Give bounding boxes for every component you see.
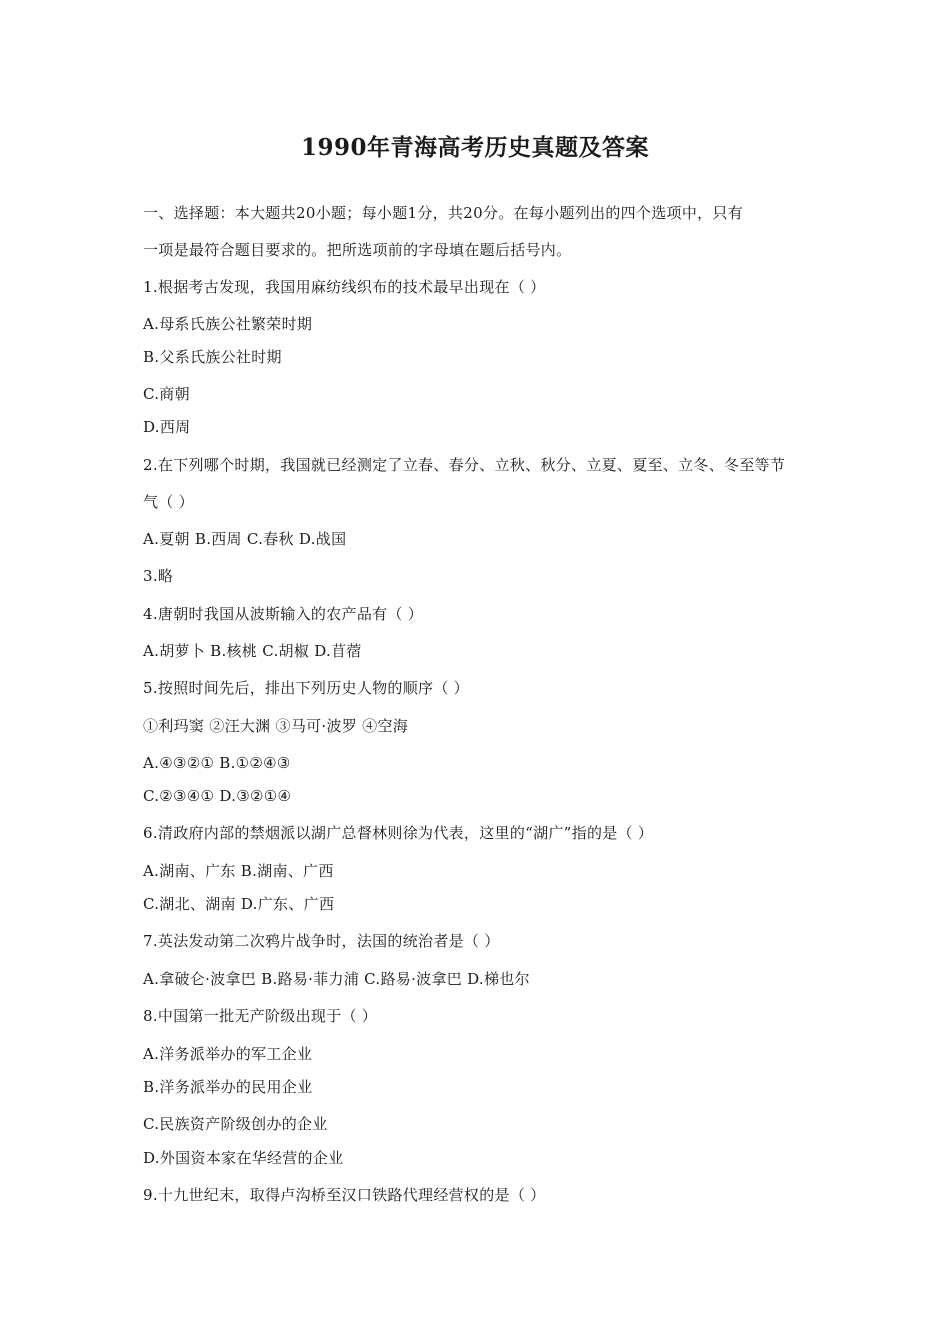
question-8-option-d: D.外国资本家在华经营的企业 — [143, 1149, 344, 1167]
question-2: 2.在下列哪个时期，我国就已经测定了立春、春分、立秋、秋分、立夏、夏至、立冬、冬至等节 — [143, 456, 786, 474]
question-9: 9.十九世纪末，取得卢沟桥至汉口铁路代理经营权的是（ ） — [143, 1186, 546, 1204]
question-4: 4.唐朝时我国从波斯输入的农产品有（ ） — [143, 605, 424, 623]
question-1-option-d: D.西周 — [143, 418, 191, 436]
question-1-option-a: A.母系氏族公社繁荣时期 — [143, 315, 313, 333]
question-8-option-c: C.民族资产阶级创办的企业 — [143, 1115, 328, 1133]
question-1-option-c: C.商朝 — [143, 385, 190, 403]
question-8-option-a: A.洋务派举办的军工企业 — [143, 1045, 313, 1063]
instruction-line-1: 一、选择题：本大题共20小题；每小题1分，共20分。在每小题列出的四个选项中，只有 — [143, 204, 744, 222]
question-7: 7.英法发动第二次鸦片战争时，法国的统治者是（ ） — [143, 932, 500, 950]
question-6-options-ab: A.湖南、广东 B.湖南、广西 — [143, 862, 334, 880]
question-8-option-b: B.洋务派举办的民用企业 — [143, 1078, 313, 1096]
instruction-line-2: 一项是最符合题目要求的。把所选项前的字母填在题后括号内。 — [143, 241, 572, 259]
question-4-options: A.胡萝卜 B.核桃 C.胡椒 D.苜蓿 — [143, 642, 362, 660]
question-5-items: ①利玛窦 ②汪大渊 ③马可·波罗 ④空海 — [143, 717, 409, 735]
question-2-continued: 气（ ） — [143, 493, 194, 511]
question-6-options-cd: C.湖北、湖南 D.广东、广西 — [143, 895, 335, 913]
question-3: 3.略 — [143, 567, 174, 585]
question-1: 1.根据考古发现，我国用麻纺线织布的技术最早出现在（ ） — [143, 278, 546, 296]
question-6: 6.清政府内部的禁烟派以湖广总督林则徐为代表，这里的“湖广”指的是（ ） — [143, 824, 654, 842]
question-2-options: A.夏朝 B.西周 C.春秋 D.战国 — [143, 530, 347, 548]
question-7-options: A.拿破仑·波拿巴 B.路易·菲力浦 C.路易·波拿巴 D.梯也尔 — [143, 970, 530, 988]
question-5: 5.按照时间先后，排出下列历史人物的顺序（ ） — [143, 679, 469, 697]
question-1-option-b: B.父系氏族公社时期 — [143, 348, 282, 366]
question-5-options-cd: C.②③④① D.③②①④ — [143, 787, 292, 805]
question-8: 8.中国第一批无产阶级出现于（ ） — [143, 1007, 378, 1025]
question-5-options-ab: A.④③②① B.①②④③ — [143, 754, 291, 772]
document-title: 1990年青海高考历史真题及答案 — [300, 134, 649, 161]
